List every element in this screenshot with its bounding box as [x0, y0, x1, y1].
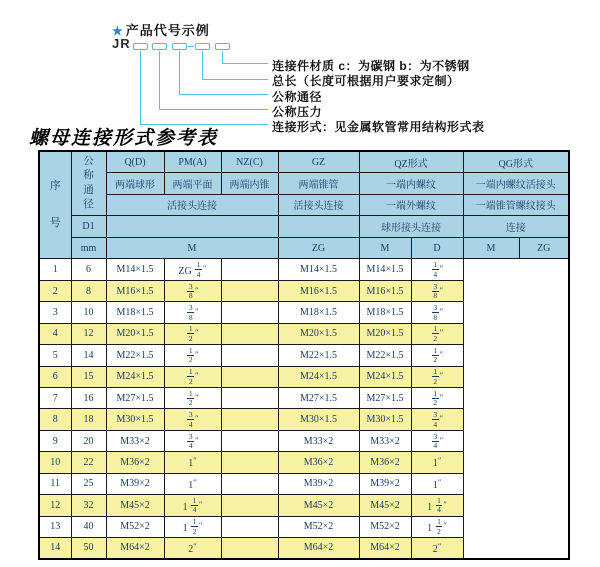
- cell-zg: 2″: [164, 537, 221, 558]
- cell-qgm: M39×2: [359, 473, 411, 494]
- code-label-material: 连接件材质 c：为碳钢 b：为不锈钢: [272, 59, 470, 73]
- table-row: [39, 430, 569, 451]
- cell-qzm: [221, 323, 278, 344]
- cell-qzm: [221, 537, 278, 558]
- cell-m: M22×1.5: [106, 345, 164, 366]
- cell-dn: 40: [71, 516, 106, 537]
- cell-qzm: [221, 495, 278, 516]
- table-row: [39, 280, 569, 301]
- cell-qgm: M64×2: [359, 537, 411, 558]
- cell-qgzg: $\frac{3}{4}$ ″: [411, 409, 463, 430]
- cell-qgzg: $\frac{3}{8}$ ″: [411, 302, 463, 323]
- code-dash: [188, 46, 194, 47]
- cell-seq: 7: [39, 388, 71, 409]
- connector-line: [222, 51, 223, 63]
- cell-zg: 1″: [164, 473, 221, 494]
- cell-dn: 32: [71, 495, 106, 516]
- cell-qgzg: 2″: [411, 537, 463, 558]
- cell-seq: 2: [39, 280, 71, 301]
- table-row: [39, 409, 569, 430]
- cell-qgm: M52×2: [359, 516, 411, 537]
- cell-m: M14×1.5: [106, 259, 164, 280]
- qz-m-label: M: [359, 237, 411, 259]
- cell-seq: 3: [39, 302, 71, 323]
- cell-qgm: M36×2: [359, 452, 411, 473]
- connector-line: [159, 51, 160, 109]
- cell-zg: $\frac{1}{2}$ ″: [164, 323, 221, 344]
- cell-seq: 6: [39, 366, 71, 387]
- cell-zg: $\frac{3}{8}$ ″: [164, 302, 221, 323]
- table-row: [39, 537, 569, 558]
- star-icon: ★: [112, 24, 124, 38]
- cell-qzm: [221, 366, 278, 387]
- cell-qzm: [221, 259, 278, 280]
- connector-line: [202, 51, 203, 79]
- union-joint-gz-label: 活接头连接: [278, 194, 359, 216]
- cell-dn: 25: [71, 473, 106, 494]
- cell-qzd: M64×2: [278, 537, 359, 558]
- desc-q: 两端球形: [106, 173, 164, 195]
- cell-qzm: [221, 430, 278, 451]
- connector-line: [202, 79, 268, 80]
- cell-qgzg: $\frac{1}{2}$ ″: [411, 388, 463, 409]
- cell-m: M52×2: [106, 516, 164, 537]
- cell-m: M36×2: [106, 452, 164, 473]
- cell-qzm: [221, 516, 278, 537]
- cell-qzd: M30×1.5: [278, 409, 359, 430]
- mm-label: mm: [71, 237, 106, 259]
- cell-qzm: [221, 280, 278, 301]
- desc2-qg: 一端锥管螺纹接头: [463, 194, 569, 216]
- cell-zg: $\frac{3}{8}$ ″: [164, 280, 221, 301]
- table-title: 螺母连接形式参考表: [29, 127, 219, 149]
- connector-line: [159, 109, 268, 110]
- cell-seq: 8: [39, 409, 71, 430]
- cell-qgzg: $\frac{1}{2}$ ″: [411, 345, 463, 366]
- cell-seq: 9: [39, 430, 71, 451]
- cell-qzm: [221, 452, 278, 473]
- col-header-pm: PM(A): [164, 151, 221, 173]
- connector-line: [179, 51, 180, 94]
- cell-zg: $\frac{3}{4}$ ″: [164, 409, 221, 430]
- cell-seq: 12: [39, 495, 71, 516]
- code-prefix: JR: [112, 36, 131, 51]
- cell-qzd: M33×2: [278, 430, 359, 451]
- cell-qgzg: 1 $\frac{1}{2}$ ″: [411, 516, 463, 537]
- cell-qgm: M18×1.5: [359, 302, 411, 323]
- cell-dn: 16: [71, 388, 106, 409]
- table-row: [39, 259, 569, 280]
- cell-dn: 14: [71, 345, 106, 366]
- cell-m: M64×2: [106, 537, 164, 558]
- cell-qgzg: $\frac{3}{8}$ ″: [411, 280, 463, 301]
- cell-m: M30×1.5: [106, 409, 164, 430]
- cell-seq: 10: [39, 452, 71, 473]
- qz-d-label: D: [411, 237, 463, 259]
- col-header-seq: 序号: [39, 151, 71, 259]
- code-box-3: [172, 43, 187, 50]
- table-row: [39, 323, 569, 344]
- zg-label: ZG: [278, 237, 359, 259]
- nut-connection-table: [38, 150, 570, 560]
- connector-line: [222, 63, 268, 64]
- cell-seq: 11: [39, 473, 71, 494]
- cell-dn: 15: [71, 366, 106, 387]
- code-box-4: [195, 43, 210, 50]
- diagram-heading-text: 产品代号示例: [125, 23, 210, 38]
- desc-qg: 一端内螺纹活接头: [463, 173, 569, 195]
- cell-qgm: M24×1.5: [359, 366, 411, 387]
- col-header-qg: QG形式: [463, 151, 569, 173]
- cell-dn: 22: [71, 452, 106, 473]
- col-header-q: Q(D): [106, 151, 164, 173]
- cell-zg: ZG $\frac{1}{4}$ ″: [164, 259, 221, 280]
- cell-m: M45×2: [106, 495, 164, 516]
- qg-zg-label: ZG: [519, 237, 569, 259]
- blank-cell: [106, 216, 278, 238]
- cell-qzd: M36×2: [278, 452, 359, 473]
- cell-zg: $\frac{1}{2}$ ″: [164, 366, 221, 387]
- cell-seq: 5: [39, 345, 71, 366]
- cell-qgm: M20×1.5: [359, 323, 411, 344]
- cell-qzm: [221, 388, 278, 409]
- cell-qzm: [221, 302, 278, 323]
- blank-cell: [278, 216, 359, 238]
- code-label-diameter: 公称通径: [272, 90, 323, 104]
- table-row: [39, 473, 569, 494]
- qz-connection-label: 球形接头连接: [359, 216, 463, 238]
- cell-m: M33×2: [106, 430, 164, 451]
- cell-qgzg: 1 $\frac{1}{4}$ ″: [411, 495, 463, 516]
- col-header-dn: 公称通径: [71, 151, 106, 216]
- desc2-qz: 一端外螺纹: [359, 194, 463, 216]
- code-box-2: [152, 43, 167, 50]
- code-label-connection: 连接形式：见金属软管常用结构形式表: [272, 120, 485, 134]
- cell-qzd: M22×1.5: [278, 345, 359, 366]
- union-joint-label: 活接头连接: [106, 194, 278, 216]
- table-body: [39, 259, 569, 559]
- m-label: M: [106, 237, 278, 259]
- cell-dn: 8: [71, 280, 106, 301]
- cell-qzd: M45×2: [278, 495, 359, 516]
- code-box-5: [215, 43, 230, 50]
- table-row: [39, 388, 569, 409]
- cell-qgm: M16×1.5: [359, 280, 411, 301]
- cell-qgm: M14×1.5: [359, 259, 411, 280]
- table-row: [39, 452, 569, 473]
- cell-qzm: [221, 473, 278, 494]
- cell-seq: 13: [39, 516, 71, 537]
- cell-qzd: M20×1.5: [278, 323, 359, 344]
- cell-qgm: M30×1.5: [359, 409, 411, 430]
- cell-qgm: M33×2: [359, 430, 411, 451]
- cell-qzd: M18×1.5: [278, 302, 359, 323]
- table-head: [39, 151, 569, 259]
- d1-label: D1: [71, 216, 106, 238]
- cell-seq: 4: [39, 323, 71, 344]
- cell-qzd: M14×1.5: [278, 259, 359, 280]
- col-header-gz: GZ: [278, 151, 359, 173]
- table-row: [39, 345, 569, 366]
- cell-m: M16×1.5: [106, 280, 164, 301]
- cell-qgzg: 1″: [411, 452, 463, 473]
- desc-qz: 一端内螺纹: [359, 173, 463, 195]
- cell-dn: 50: [71, 537, 106, 558]
- cell-zg: $\frac{1}{2}$ ″: [164, 345, 221, 366]
- cell-qgm: M27×1.5: [359, 388, 411, 409]
- cell-dn: 18: [71, 409, 106, 430]
- table-row: [39, 495, 569, 516]
- cell-qzd: M27×1.5: [278, 388, 359, 409]
- cell-seq: 1: [39, 259, 71, 280]
- cell-qzm: [221, 345, 278, 366]
- cell-qgm: M22×1.5: [359, 345, 411, 366]
- table-row: [39, 516, 569, 537]
- cell-qgzg: $\frac{1}{2}$ ″: [411, 323, 463, 344]
- cell-dn: 12: [71, 323, 106, 344]
- cell-dn: 20: [71, 430, 106, 451]
- cell-qgzg: $\frac{3}{4}$ ″: [411, 430, 463, 451]
- cell-m: M39×2: [106, 473, 164, 494]
- cell-qgm: M45×2: [359, 495, 411, 516]
- cell-qzd: M39×2: [278, 473, 359, 494]
- cell-qgzg: 1″: [411, 473, 463, 494]
- cell-m: M24×1.5: [106, 366, 164, 387]
- col-header-nz: NZ(C): [221, 151, 278, 173]
- cell-qzd: M24×1.5: [278, 366, 359, 387]
- code-label-length: 总长（长度可根据用户要求定制）: [272, 74, 460, 88]
- cell-zg: $\frac{3}{4}$ ″: [164, 430, 221, 451]
- cell-dn: 10: [71, 302, 106, 323]
- code-box-1: [133, 43, 148, 50]
- desc-pm: 两端平面: [164, 173, 221, 195]
- table-row: [39, 366, 569, 387]
- cell-qgzg: $\frac{1}{2}$ ″: [411, 366, 463, 387]
- col-header-qz: QZ形式: [359, 151, 463, 173]
- cell-qzd: M52×2: [278, 516, 359, 537]
- connector-line: [179, 94, 268, 95]
- cell-m: M20×1.5: [106, 323, 164, 344]
- cell-zg: 1 $\frac{1}{2}$ ″: [164, 516, 221, 537]
- desc-gz: 两端锥管: [278, 173, 359, 195]
- table-row: [39, 302, 569, 323]
- cell-m: M18×1.5: [106, 302, 164, 323]
- cell-seq: 14: [39, 537, 71, 558]
- code-label-pressure: 公称压力: [272, 105, 323, 119]
- connector-line: [140, 51, 141, 124]
- cell-zg: 1″: [164, 452, 221, 473]
- cell-qzm: [221, 409, 278, 430]
- qg-connection-label: 连接: [463, 216, 569, 238]
- cell-qzd: M16×1.5: [278, 280, 359, 301]
- cell-qgzg: $\frac{1}{4}$ ″: [411, 259, 463, 280]
- cell-dn: 6: [71, 259, 106, 280]
- desc-nz: 两端内锥: [221, 173, 278, 195]
- cell-zg: 1 $\frac{1}{4}$ ″: [164, 495, 221, 516]
- cell-m: M27×1.5: [106, 388, 164, 409]
- qg-m-label: M: [463, 237, 519, 259]
- cell-zg: $\frac{1}{2}$ ″: [164, 388, 221, 409]
